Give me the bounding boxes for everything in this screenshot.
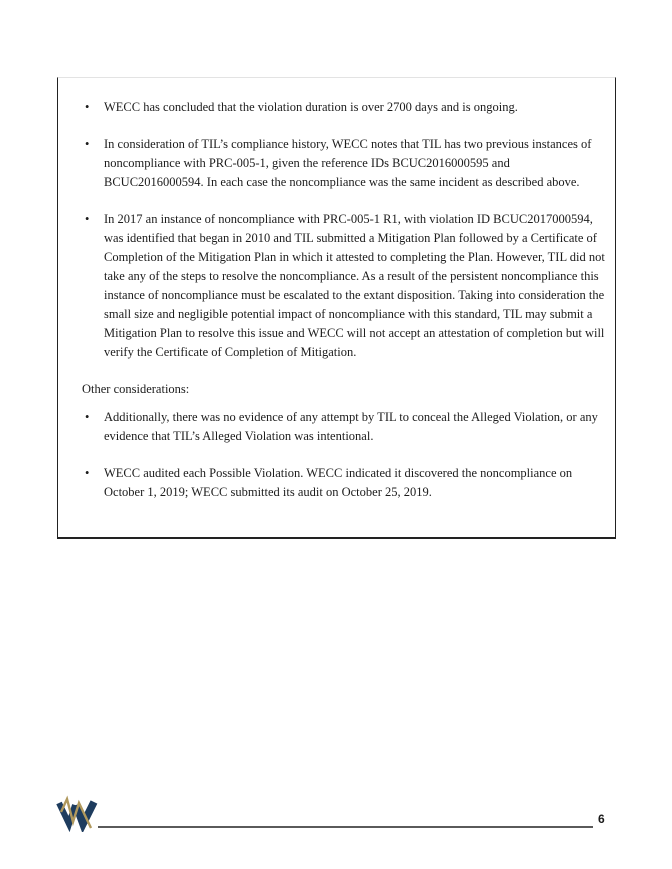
list-item-text: In 2017 an instance of noncompliance with PRC-005-1 R1, with violation ID BCUC2017000594, was identified that began in 2010 and TIL submitted a Mitigation Plan followed by a Certificate of Completion of the Mitigation Plan in which it attested to completing the Plan. However, TIL did not take any of the steps to resolve the noncompliance. As a result of the persistent noncompliance this instance of noncompliance must be escalated to the extant disposition. Taking into consideration the small size and negligible potential impact of noncompliance with this standard, TIL may submit a Mitigation Plan to resolve this issue and WECC will not accept an attestation of completion but will verify the Certificate of Completion of Mitigation. [104, 212, 605, 359]
bullet-icon: • [85, 100, 90, 114]
list-item-text: Additionally, there was no evidence of any attempt by TIL to conceal the Alleged Violation, or any evidence that TIL’s Alleged Violation was intentional. [104, 410, 598, 443]
bullet-list-other-considerations [82, 408, 607, 502]
list-item-text: WECC has concluded that the violation duration is over 2700 days and is ongoing. [104, 100, 518, 114]
list-item [82, 135, 607, 192]
footer-divider [98, 826, 593, 828]
list-item-text: In consideration of TIL’s compliance history, WECC notes that TIL has two previous instances of noncompliance with PRC-005-1, given the reference IDs BCUC2016000595 and BCUC2016000594. In each case the noncompliance was the same incident as described above. [104, 137, 592, 189]
list-item [82, 210, 607, 362]
list-item [82, 408, 607, 446]
wecc-logo [56, 794, 98, 832]
wecc-logo-icon [56, 794, 98, 832]
list-item [82, 98, 607, 117]
section-label-other-considerations: Other considerations: [82, 382, 190, 396]
bullet-icon: • [85, 137, 90, 151]
bullet-icon: • [85, 410, 90, 424]
list-item [82, 464, 607, 502]
bullet-icon: • [85, 466, 90, 480]
list-item-text: WECC audited each Possible Violation. WECC indicated it discovered the noncompliance on October 1, 2019; WECC submitted its audit on October 25, 2019. [104, 466, 573, 499]
bullet-icon: • [85, 212, 90, 226]
content-box [57, 77, 616, 539]
bullet-list-findings [82, 98, 607, 362]
page-number: 6 [598, 812, 605, 826]
